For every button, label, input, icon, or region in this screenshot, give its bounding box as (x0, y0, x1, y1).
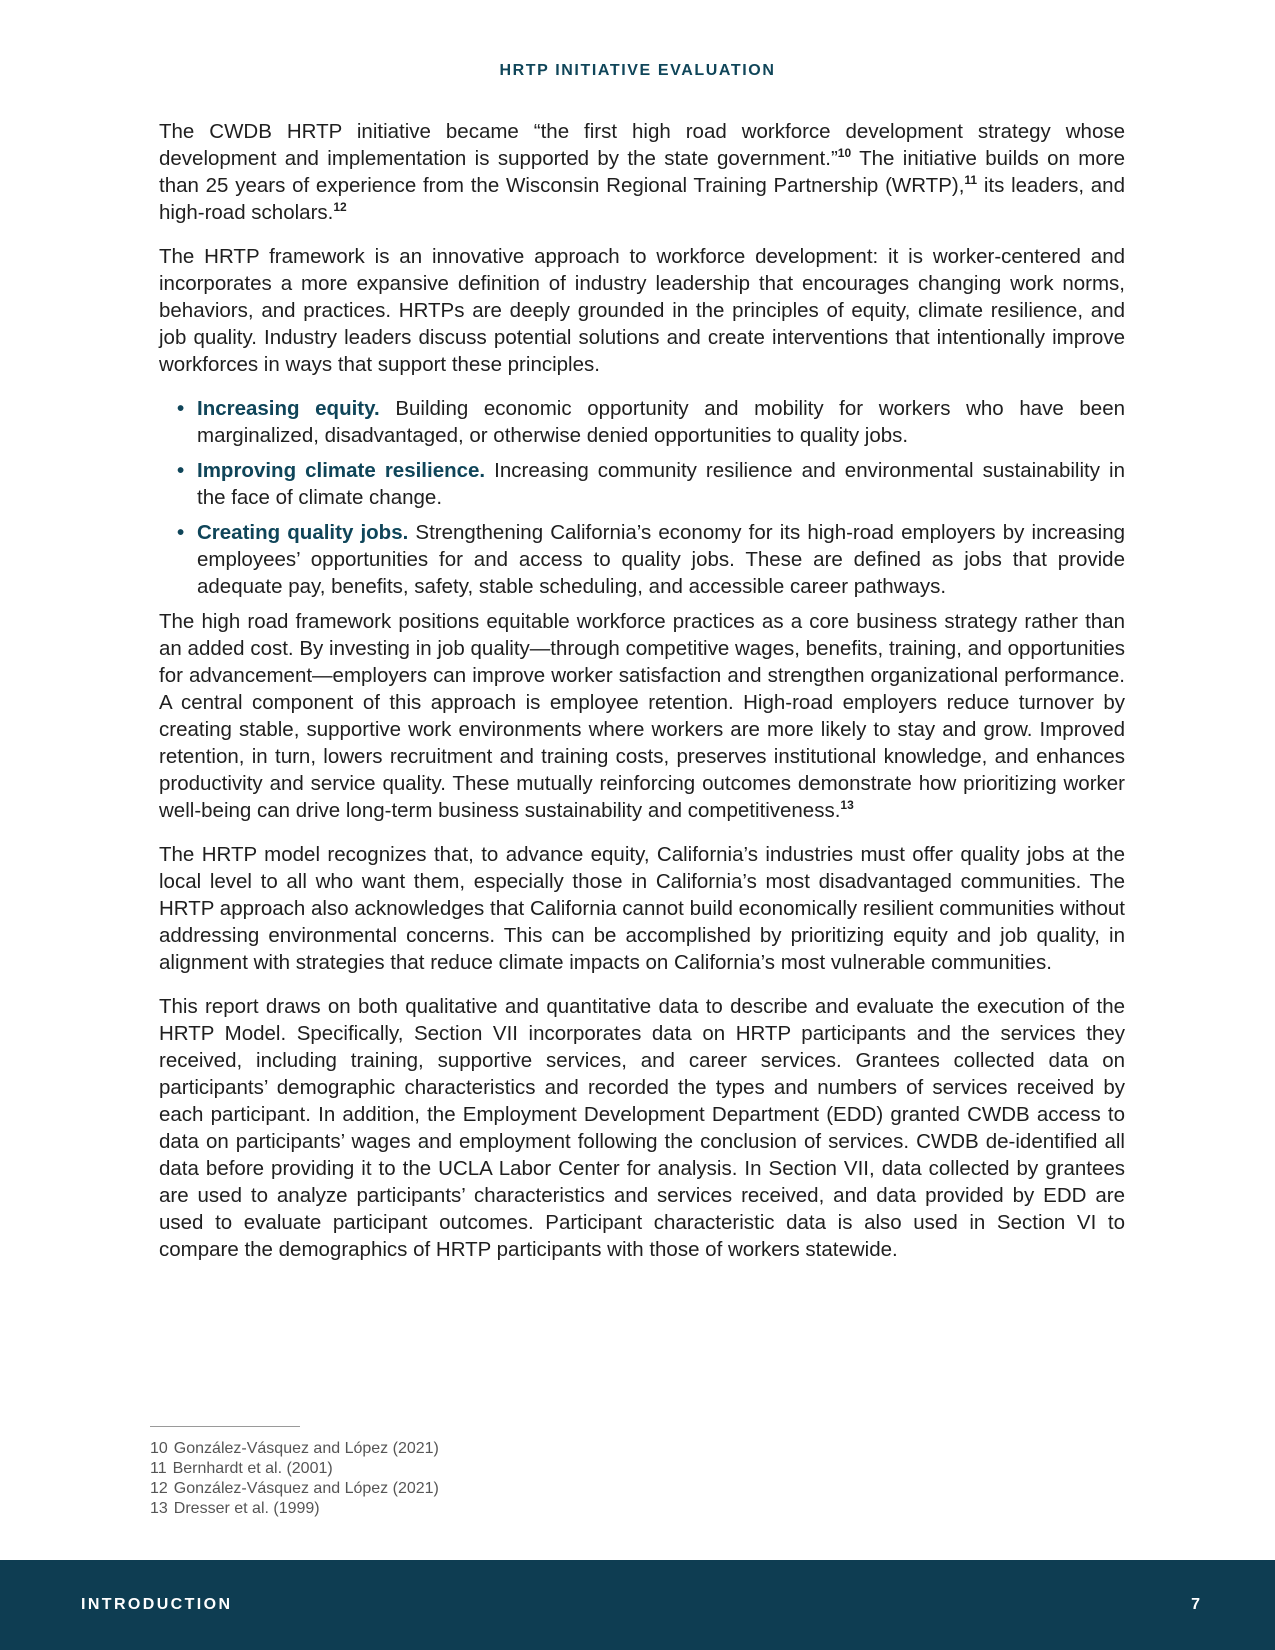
footnote-text: Bernhardt et al. (2001) (172, 1460, 333, 1477)
footnote-divider (150, 1426, 300, 1427)
bullet-text-equity: Building economic opportunity and mobility for workers who have been marginalized, disadvantaged, or otherwise denied opportunities to quality jobs. (197, 397, 1125, 447)
bullet-lead-equity: Increasing equity. (197, 397, 380, 420)
footnote-text: González-Vásquez and López (2021) (173, 1480, 439, 1497)
bullet-lead-climate: Improving climate resilience. (197, 459, 486, 482)
footnote-number: 13 (150, 1500, 168, 1517)
footnote-text: Dresser et al. (1999) (173, 1500, 320, 1517)
footnote-text: González-Vásquez and López (2021) (173, 1440, 439, 1457)
footnote-ref-13[interactable]: 13 (840, 798, 854, 813)
footnote-ref-12[interactable]: 12 (333, 200, 347, 215)
paragraph-intro-text-b: The initiative builds on more than 25 years of experience from the Wisconsin Regional Training Partnership (WRTP), (159, 147, 1125, 197)
main-content (159, 118, 1125, 1280)
footnote-number: 11 (150, 1460, 167, 1477)
bullet-text-climate: Increasing community resilience and environmental sustainability in the face of climate change. (197, 459, 1125, 509)
principles-list (159, 395, 1125, 600)
bullet-lead-jobs: Creating quality jobs. (197, 521, 409, 544)
footnote-11 (150, 1459, 750, 1479)
footnotes (150, 1439, 750, 1519)
running-header: HRTP INITIATIVE EVALUATION (499, 62, 776, 79)
list-item-climate (159, 457, 1125, 511)
paragraph-intro-text-a: The CWDB HRTP initiative became “the first high road workforce development strategy whose development and implementation is supported by the state government.” (159, 120, 1125, 170)
paragraph-intro-text-c: its leaders, and high-road scholars. (159, 174, 1125, 224)
list-item-jobs (159, 519, 1125, 600)
footnote-number: 10 (150, 1440, 168, 1457)
paragraph-model: The HRTP model recognizes that, to advance equity, California’s industries must offer quality jobs at the local level to all who want them, especially those in California’s most disadvantaged communities. The HRTP approach also acknowledges that California cannot build economically resilient communities without addressing environmental concerns. This can be accomplished by prioritizing equity and job quality, in alignment with strategies that reduce climate impacts on California’s most vulnerable communities. (159, 843, 1125, 974)
footnote-10 (150, 1439, 750, 1459)
footer-section-title: INTRODUCTION (81, 1596, 233, 1613)
footnote-ref-10[interactable]: 10 (837, 146, 852, 161)
bullet-icon: • (177, 397, 185, 420)
list-item-equity (159, 395, 1125, 449)
footnote-12 (150, 1479, 750, 1499)
paragraph-high-road (159, 608, 1125, 824)
paragraph-report-data: This report draws on both qualitative and quantitative data to describe and evaluate the execution of the HRTP Model. Specifically, Section VII incorporates data on HRTP participants and the services they received, including training, supportive services, and career services. Grantees collected data on participants’ demographic characteristics and recorded the types and numbers of services received by each participant. In addition, the Employment Development Department (EDD) granted CWDB access to data on participants’ wages and employment following the conclusion of services. CWDB de-identified all data before providing it to the UCLA Labor Center for analysis. In Section VII, data collected by grantees are used to analyze participants’ characteristics and services received, and data provided by EDD are used to evaluate participant outcomes. Participant characteristic data is also used in Section VI to compare the demographics of HRTP participants with those of workers statewide. (159, 995, 1125, 1261)
footnote-number: 12 (150, 1480, 168, 1497)
footnote-ref-11[interactable]: 11 (964, 173, 978, 188)
paragraph-framework: The HRTP framework is an innovative approach to workforce development: it is worker-centered and incorporates a more expansive definition of industry leadership that encourages changing work norms, behaviors, and practices. HRTPs are deeply grounded in the principles of equity, climate resilience, and job quality. Industry leaders discuss potential solutions and create interventions that intentionally improve workforces in ways that support these principles. (159, 245, 1125, 376)
footnote-13 (150, 1499, 750, 1519)
paragraph-intro (159, 118, 1125, 226)
bullet-icon: • (177, 521, 185, 544)
page-number: 7 (1191, 1596, 1200, 1613)
page-footer (0, 1560, 1275, 1650)
bullet-icon: • (177, 459, 185, 482)
bullet-text-jobs: Strengthening California’s economy for its high-road employers by increasing employees’ opportunities for and access to quality jobs. These are defined as jobs that provide adequate pay, benefits, safety, stable scheduling, and accessible career pathways. (197, 521, 1125, 598)
paragraph-high-road-text: The high road framework positions equitable workforce practices as a core business strategy rather than an added cost. By investing in job quality—through competitive wages, benefits, training, and opportunities for advancement—employers can improve worker satisfaction and strengthen organizational performance. A central component of this approach is employee retention. High-road employers reduce turnover by creating stable, supportive work environments where workers are more likely to stay and grow. Improved retention, in turn, lowers recruitment and training costs, preserves institutional knowledge, and enhances productivity and service quality. These mutually reinforcing outcomes demonstrate how prioritizing worker well-being can drive long-term business sustainability and competitiveness. (159, 610, 1125, 822)
